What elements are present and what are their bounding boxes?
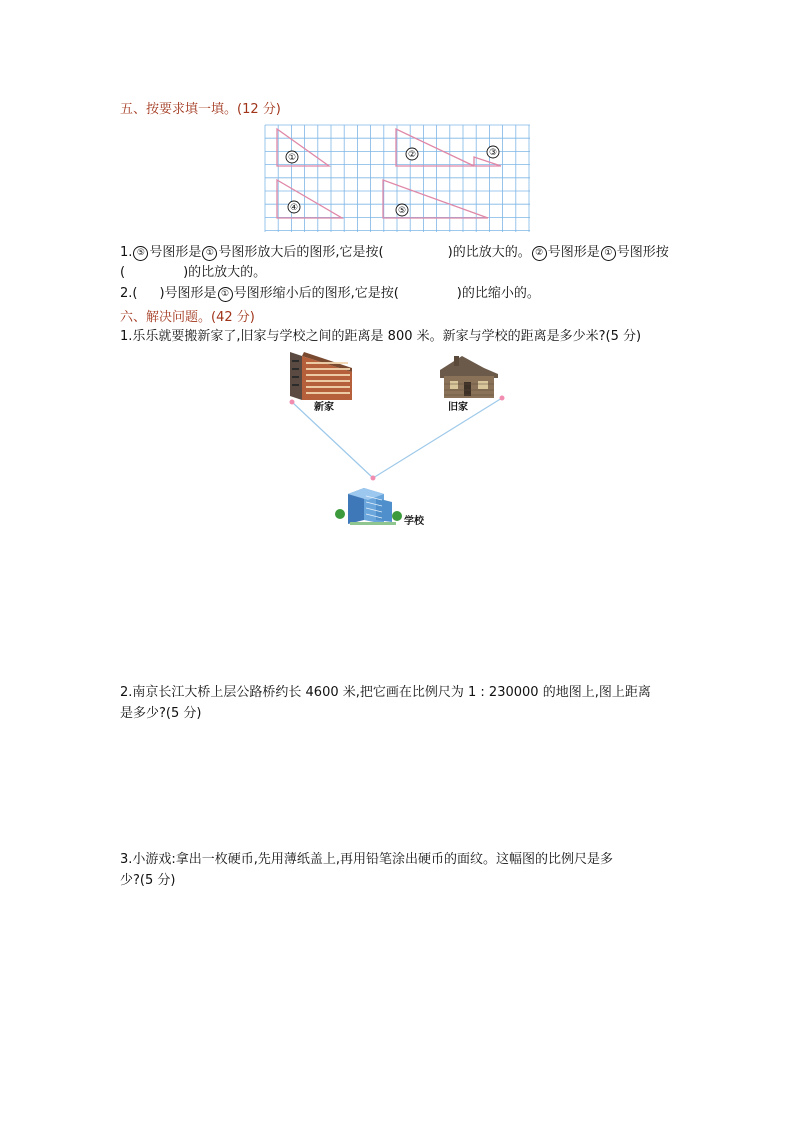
triangle-1 bbox=[277, 129, 329, 166]
s5-q2-text-4: )的比缩小的。 bbox=[456, 286, 540, 301]
shape-label-1: ① bbox=[287, 153, 297, 163]
s5-q1-number: 1. bbox=[120, 245, 133, 260]
s5-q2-text-1: 2.( bbox=[120, 286, 138, 301]
circled-1: ① bbox=[202, 246, 217, 261]
s6-question-1: 1.乐乐就要搬新家了,旧家与学校之间的距离是 800 米。新家与学校的距离是多少米?(5 分) bbox=[120, 329, 642, 344]
school-dot bbox=[371, 476, 376, 481]
new-home-dot bbox=[290, 400, 295, 405]
school-label: 学校 bbox=[404, 516, 424, 527]
circled-5: ⑤ bbox=[133, 246, 148, 261]
s5-q1-text-7: )的比放大的。 bbox=[183, 265, 267, 280]
section-6-title: 六、解决问题。 bbox=[120, 310, 212, 325]
old-home-dot bbox=[500, 396, 505, 401]
s5-question-1-line-2 bbox=[120, 263, 266, 283]
triangle-grid-figure bbox=[264, 124, 532, 234]
s6-question-2-line-1: 2.南京长江大桥上层公路桥约长 4600 米,把它画在比例尺为 1 : 230000 的地图上,图上距离 bbox=[120, 685, 651, 700]
new-home-label: 新家 bbox=[314, 402, 334, 413]
circled-1: ① bbox=[601, 246, 616, 261]
section-5-points: (12 分) bbox=[237, 102, 281, 117]
s5-q1-text-3: )的比放大的。 bbox=[447, 245, 531, 260]
s5-q1-text-6: ( bbox=[120, 265, 126, 280]
s5-question-2 bbox=[120, 284, 540, 304]
triangle-4 bbox=[277, 180, 342, 218]
cabin-house-icon bbox=[440, 356, 498, 398]
section-5-heading bbox=[120, 98, 281, 117]
s5-q2-text-2: )号图形是 bbox=[159, 286, 217, 301]
section-6-heading bbox=[120, 306, 255, 325]
s5-q1-text-5: 号图形按 bbox=[616, 245, 669, 260]
circled-2: ② bbox=[532, 246, 547, 261]
shape-label-2: ② bbox=[407, 150, 417, 160]
school-building-icon bbox=[335, 488, 402, 525]
apartment-building-icon bbox=[290, 352, 352, 400]
shape-label-3: ③ bbox=[488, 148, 498, 158]
s5-q2-text-3: 号图形缩小后的图形,它是按( bbox=[233, 286, 399, 301]
s5-q1-text-2: 号图形放大后的图形,它是按( bbox=[218, 245, 384, 260]
line-old-home-to-school bbox=[373, 398, 502, 478]
old-home-label: 旧家 bbox=[448, 402, 468, 413]
section-6-points: (42 分) bbox=[211, 310, 255, 325]
triangle-2 bbox=[396, 129, 474, 166]
line-new-home-to-school bbox=[292, 402, 373, 478]
section-5-title: 五、按要求填一填。 bbox=[120, 102, 238, 117]
s5-question-1-line-1 bbox=[120, 243, 669, 263]
s5-q1-text-4: 号图形是 bbox=[547, 245, 600, 260]
circled-1: ① bbox=[218, 287, 233, 302]
shape-label-5: ⑤ bbox=[397, 206, 407, 216]
s6-question-3-line-1: 3.小游戏:拿出一枚硬币,先用薄纸盖上,再用铅笔涂出硬币的面纹。这幅图的比例尺是多 bbox=[120, 852, 614, 867]
s6-question-3-line-2: 少?(5 分) bbox=[120, 873, 176, 888]
s5-q1-text-1: 号图形是 bbox=[149, 245, 202, 260]
home-school-map bbox=[280, 348, 520, 533]
shape-label-4: ④ bbox=[289, 203, 299, 213]
s6-question-2-line-2: 是多少?(5 分) bbox=[120, 706, 202, 721]
